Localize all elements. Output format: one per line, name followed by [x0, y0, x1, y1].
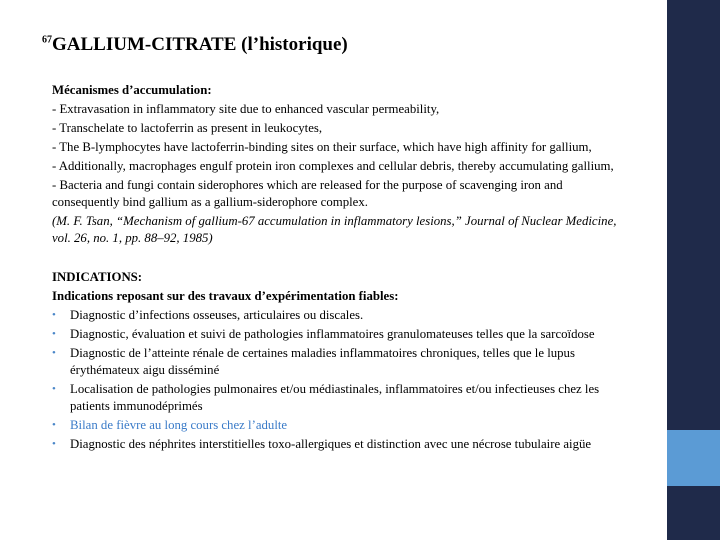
mechanism-item: - Additionally, macrophages engulf protein iron complexes and cellular debris, thereby accumulating gallium, — [52, 159, 614, 173]
mechanism-item: - Extravasation in inflammatory site due to enhanced vascular permeability, — [52, 102, 440, 116]
indication-item — [52, 345, 632, 379]
indication-text: Diagnostic de l’atteinte rénale de certaines maladies inflammatoires chroniques, telles que le lupus érythémateux aigu disséminé — [70, 346, 575, 377]
indication-item — [52, 436, 632, 453]
indication-text: Bilan de fièvre au long cours chez l’adulte — [70, 418, 288, 432]
indication-text: Localisation de pathologies pulmonaires et/ou médiastinales, inflammatoires et/ou infectieuses chez les patients immunodéprimés — [70, 382, 600, 413]
mechanism-item: - Bacteria and fungi contain siderophores which are released for the purpose of scavenging iron and consequently bind gallium as a gallium-siderophore complex. — [52, 178, 563, 209]
mechanism-item: - Transchelate to lactoferrin as present in leukocytes, — [52, 121, 323, 135]
title-superscript: 67 — [42, 34, 52, 46]
bullet-icon: • — [52, 438, 56, 450]
sidebar-dark-top — [667, 0, 720, 430]
indication-text: Diagnostic, évaluation et suivi de pathologies inflammatoires granulomateuses telles que la sarcoïdose — [70, 327, 595, 341]
bullet-icon: • — [52, 383, 56, 395]
indication-item — [52, 307, 632, 324]
indication-item — [52, 381, 632, 415]
slide-title — [42, 34, 348, 56]
sidebar-dark-bottom — [667, 486, 720, 540]
indications-list — [52, 307, 632, 453]
bullet-icon: • — [52, 309, 56, 321]
section-spacer — [52, 249, 632, 269]
bullet-icon: • — [52, 328, 56, 340]
sidebar-accent-block — [667, 430, 720, 486]
reference-citation: (M. F. Tsan, “Mechanism of gallium-67 accumulation in inflammatory lesions,” Journal of Nuclear Medicine, vol. 26, no. 1, pp. 88–92, 1985) — [52, 214, 617, 245]
bullet-icon: • — [52, 347, 56, 359]
indications-subheading: Indications reposant sur des travaux d’expérimentation fiables: — [52, 289, 399, 303]
slide-content — [52, 82, 632, 455]
bullet-icon: • — [52, 419, 56, 431]
indication-item-highlighted — [52, 417, 632, 434]
mechanism-item: - The B-lymphocytes have lactoferrin-binding sites on their surface, which have high affinity for gallium, — [52, 140, 592, 154]
title-text: GALLIUM-CITRATE (l’historique) — [52, 34, 348, 55]
mechanisms-heading: Mécanismes d’accumulation: — [52, 83, 212, 97]
indications-heading: INDICATIONS: — [52, 270, 143, 284]
indication-item — [52, 326, 632, 343]
indication-text: Diagnostic d’infections osseuses, articulaires ou discales. — [70, 308, 364, 322]
indication-text: Diagnostic des néphrites interstitielles toxo-allergiques et distinction avec une nécrose tubulaire aigüe — [70, 437, 592, 451]
